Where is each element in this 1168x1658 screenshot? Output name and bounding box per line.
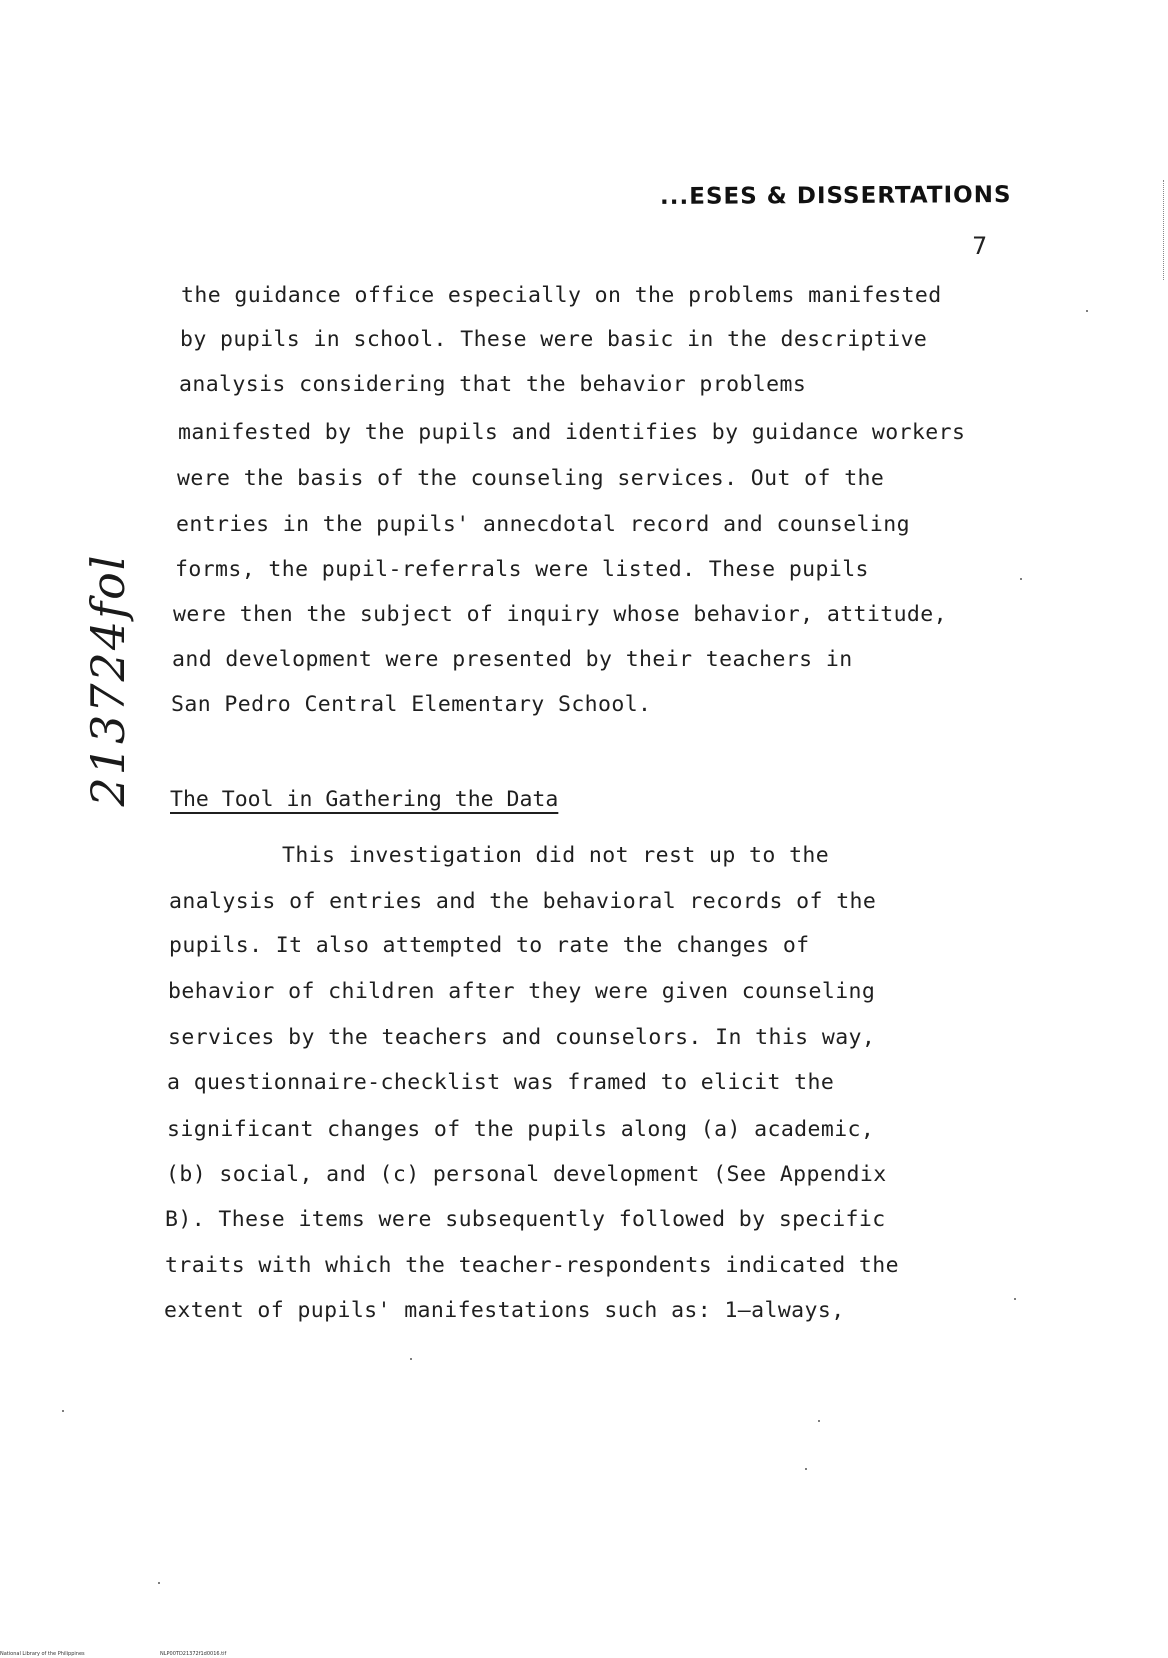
text-line: This investigation did not rest up to the (282, 843, 830, 868)
text-line: by pupils in school. These were basic in the descriptive (180, 327, 928, 352)
text-line: services by the teachers and counselors. In this way, (168, 1025, 876, 1050)
scan-edge-dots (1163, 180, 1165, 280)
text-line: behavior of children after they were given counseling (168, 979, 876, 1004)
scan-speck (158, 1582, 160, 1584)
scan-speck (1014, 1298, 1016, 1300)
text-line: traits with which the teacher-respondents indicated the (165, 1253, 899, 1278)
text-line: (b) social, and (c) personal development (See Appendix (166, 1162, 887, 1187)
scan-speck (1086, 310, 1088, 312)
handwritten-margin-note: 213724fol (81, 553, 135, 807)
text-line: a questionnaire-checklist was framed to elicit the (167, 1070, 835, 1095)
text-line: B). These items were subsequently followed by specific (165, 1207, 886, 1232)
section-heading: The Tool in Gathering the Data (170, 787, 559, 812)
text-line: and development were presented by their teachers in (172, 647, 853, 672)
text-line: pupils. It also attempted to rate the changes of (169, 933, 810, 958)
text-line: manifested by the pupils and identifies by guidance workers (178, 420, 966, 445)
page-number: 7 (972, 232, 988, 260)
scan-speck (1020, 578, 1022, 580)
text-line: analysis of entries and the behavioral records of the (169, 889, 877, 914)
footer-library: National Library of the Philippines (0, 1651, 85, 1657)
scan-speck (818, 1420, 820, 1422)
scan-speck (62, 1410, 64, 1412)
text-line: significant changes of the pupils along (a) academic, (167, 1117, 875, 1142)
scan-speck (410, 1358, 412, 1360)
text-line: forms, the pupil-referrals were listed. These pupils (175, 557, 869, 582)
scan-speck (805, 1468, 807, 1470)
text-line: were then the subject of inquiry whose behavior, attitude, (173, 602, 947, 627)
text-line: the guidance office especially on the problems manifested (181, 283, 942, 308)
archive-stamp: ...ESES & DISSERTATIONS (659, 182, 1012, 210)
footer-filename: NLP00TD21372f1d0016.tif (160, 1651, 227, 1657)
text-line: entries in the pupils' annecdotal record and counseling (176, 512, 910, 537)
text-line: were the basis of the counseling services. Out of the (177, 466, 885, 491)
text-line: analysis considering that the behavior problems (179, 372, 807, 397)
text-line: San Pedro Central Elementary School. (171, 692, 652, 717)
text-line: extent of pupils' manifestations such as: 1—always, (164, 1298, 845, 1323)
